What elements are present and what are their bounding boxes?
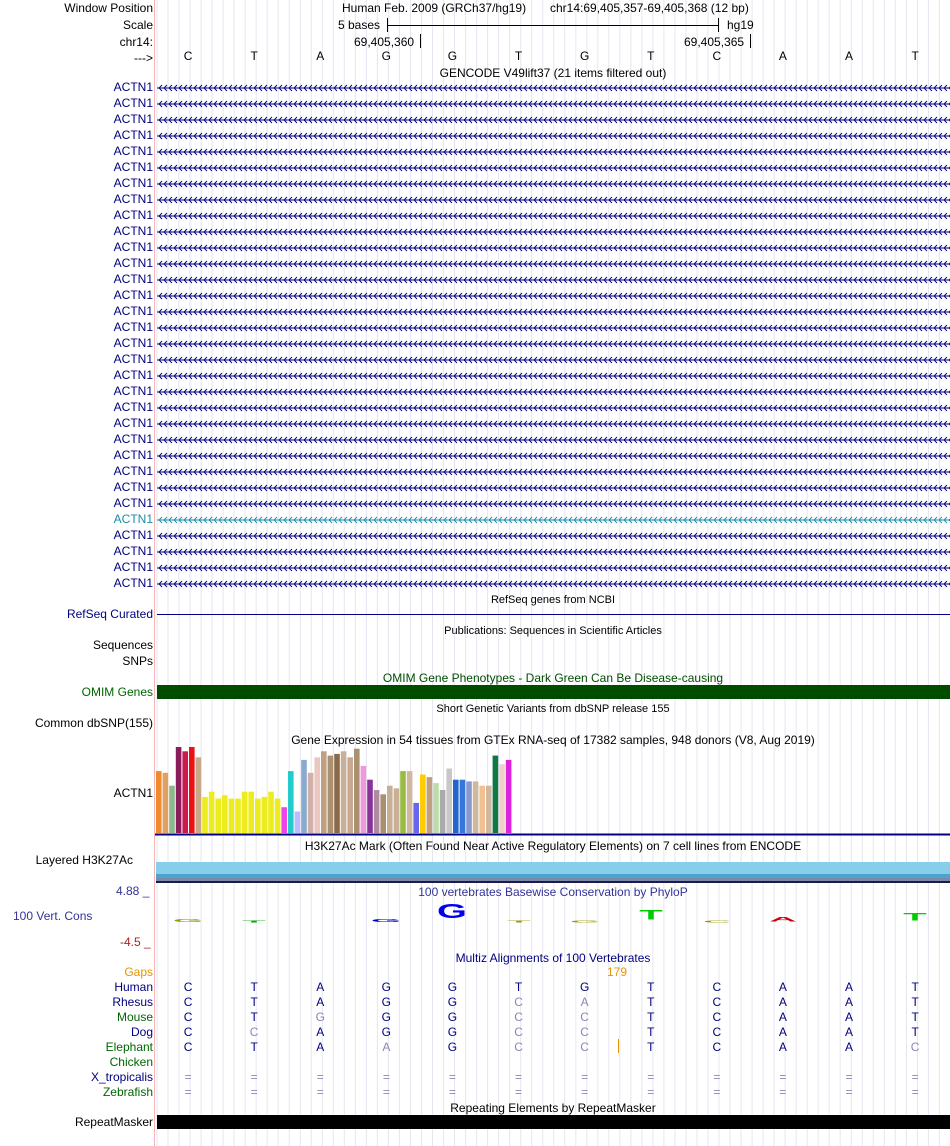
- sequence-base: T: [647, 49, 655, 63]
- aligned-base: C: [580, 1040, 589, 1054]
- gtex-tissue-bar: [248, 792, 254, 833]
- aligned-base: C: [514, 995, 523, 1009]
- aligned-base: =: [647, 1085, 655, 1099]
- gtex-tissue-bar: [328, 756, 334, 833]
- aligned-base: A: [845, 1040, 854, 1054]
- aligned-base: T: [647, 995, 655, 1009]
- aligned-base: =: [250, 1085, 258, 1099]
- gencode-transcript[interactable]: [156, 224, 950, 240]
- refseq-gene-line[interactable]: [157, 614, 950, 615]
- aligned-base: G: [447, 1025, 458, 1039]
- gtex-tissue-bar: [281, 807, 287, 833]
- scale-bar-left-tick: [387, 18, 388, 32]
- gencode-transcript-label[interactable]: ACTN1: [113, 176, 153, 190]
- gencode-transcript[interactable]: [156, 144, 950, 160]
- gencode-transcript-label[interactable]: ACTN1: [113, 160, 153, 174]
- gtex-tissue-bar: [169, 786, 175, 833]
- species-label[interactable]: Chicken: [109, 1055, 153, 1069]
- gencode-transcript-label[interactable]: ACTN1: [113, 400, 153, 414]
- gap-marker: [618, 1039, 619, 1053]
- multiz-track-title[interactable]: Multiz Alignments of 100 Vertebrates: [455, 951, 651, 965]
- sequence-base: C: [183, 49, 193, 63]
- aligned-base: =: [448, 1085, 456, 1099]
- gencode-transcript[interactable]: [156, 496, 950, 512]
- gtex-tissue-bar: [295, 812, 301, 834]
- gtex-tissue-bar: [380, 794, 386, 833]
- conservation-logo-letter: T: [639, 908, 663, 924]
- aligned-base: G: [381, 1010, 392, 1024]
- aligned-base: A: [382, 1040, 391, 1054]
- omim-gene-bar[interactable]: [157, 685, 950, 699]
- gtex-tissue-bar: [387, 786, 393, 833]
- gtex-tissue-bar: [275, 799, 281, 833]
- gtex-tissue-bar: [420, 775, 426, 834]
- aligned-base: A: [316, 1025, 325, 1039]
- sequence-base: A: [778, 49, 787, 63]
- conservation-logo-letter: G: [437, 901, 468, 923]
- gencode-transcript-label[interactable]: ACTN1: [113, 336, 153, 350]
- gencode-transcript[interactable]: [156, 336, 950, 352]
- sequence-base: T: [911, 49, 919, 63]
- gencode-transcript-label[interactable]: ACTN1: [113, 432, 153, 446]
- aligned-base: =: [911, 1085, 919, 1099]
- species-label[interactable]: Zebrafish: [102, 1085, 153, 1099]
- gtex-tissue-bar: [466, 781, 472, 833]
- sequence-base: G: [381, 49, 392, 63]
- scale-bases: 5 bases: [338, 18, 381, 32]
- aligned-base: =: [250, 1070, 258, 1084]
- gtex-label[interactable]: ACTN1: [113, 786, 153, 800]
- ruler-tick-2-mark: [750, 34, 751, 48]
- gencode-transcript[interactable]: [156, 176, 950, 192]
- gencode-transcript[interactable]: [156, 96, 950, 112]
- gtex-tissue-bar: [229, 799, 235, 833]
- aligned-base: =: [316, 1085, 324, 1099]
- aligned-base: =: [845, 1085, 853, 1099]
- gtex-tissue-bar: [308, 773, 314, 833]
- gencode-transcript[interactable]: [156, 288, 950, 304]
- aligned-base: A: [316, 995, 325, 1009]
- gtex-tissue-bar: [446, 769, 452, 834]
- gencode-transcript-label[interactable]: ACTN1: [113, 304, 153, 318]
- aligned-base: G: [447, 1010, 458, 1024]
- gtex-tissue-bar: [189, 747, 195, 833]
- gencode-transcript[interactable]: [156, 432, 950, 448]
- aligned-base: C: [249, 1025, 259, 1039]
- gencode-transcript-label[interactable]: ACTN1: [113, 80, 153, 94]
- gencode-transcript[interactable]: [156, 448, 950, 464]
- aligned-base: =: [184, 1085, 192, 1099]
- aligned-base: =: [713, 1070, 721, 1084]
- sequence-base: G: [579, 49, 590, 63]
- aligned-base: A: [778, 1040, 787, 1054]
- aligned-base: G: [447, 995, 458, 1009]
- gencode-transcript[interactable]: [156, 192, 950, 208]
- gencode-transcript-label[interactable]: ACTN1: [113, 288, 153, 302]
- gencode-transcript[interactable]: [156, 528, 950, 544]
- conservation-logo-letter: G: [569, 919, 600, 924]
- gencode-transcript-label[interactable]: ACTN1: [113, 368, 153, 382]
- gencode-transcript-label[interactable]: ACTN1: [113, 224, 153, 238]
- gtex-tissue-bar: [262, 797, 268, 833]
- aligned-base: T: [647, 1040, 655, 1054]
- aligned-base: =: [448, 1070, 456, 1084]
- aligned-base: C: [580, 1025, 589, 1039]
- aligned-base: G: [381, 980, 392, 994]
- aligned-base: A: [778, 980, 787, 994]
- h3k27ac-layer-dark: [156, 881, 950, 883]
- gtex-tissue-bar: [486, 786, 492, 833]
- gtex-tissue-bar: [341, 751, 347, 833]
- publications-label-line1[interactable]: Sequences: [92, 638, 153, 652]
- gtex-tissue-bar: [321, 751, 327, 833]
- aligned-base: C: [183, 980, 193, 994]
- aligned-base: G: [381, 1025, 392, 1039]
- gtex-tissue-bar: [506, 760, 512, 833]
- aligned-base: G: [579, 980, 590, 994]
- chrom-label: chr14:: [119, 35, 153, 49]
- aligned-base: =: [581, 1070, 589, 1084]
- gencode-transcript[interactable]: [156, 400, 950, 416]
- gtex-tissue-bar: [314, 757, 320, 833]
- conservation-label[interactable]: 100 Vert. Cons: [13, 909, 93, 923]
- gtex-tissue-bar: [413, 803, 419, 833]
- aligned-base: C: [183, 1010, 193, 1024]
- gtex-tissue-bar: [222, 795, 228, 833]
- gtex-tissue-bar: [499, 764, 505, 833]
- gtex-tissue-bar: [215, 799, 221, 833]
- aligned-base: =: [779, 1085, 787, 1099]
- sequence-base: T: [514, 49, 523, 63]
- species-label[interactable]: Mouse: [116, 1010, 153, 1024]
- gencode-transcript-label[interactable]: ACTN1: [113, 128, 153, 142]
- gtex-tissue-bar: [209, 792, 215, 833]
- scale-db: hg19: [727, 18, 754, 32]
- gtex-tissue-bar: [235, 799, 241, 833]
- ruler-tick-1: 69,405,360: [354, 35, 415, 49]
- gencode-transcript[interactable]: [156, 80, 950, 96]
- aligned-base: =: [184, 1070, 192, 1084]
- species-label[interactable]: Dog: [130, 1025, 153, 1039]
- sequence-base: G: [447, 49, 458, 63]
- conservation-logo-letter: A: [769, 916, 797, 924]
- gtex-tissue-bar: [440, 790, 446, 833]
- aligned-base: A: [316, 980, 325, 994]
- aligned-base: =: [515, 1085, 523, 1099]
- gtex-tissue-bar: [301, 760, 307, 833]
- gencode-transcript-label[interactable]: ACTN1: [113, 320, 153, 334]
- repeatmasker-bar[interactable]: [157, 1115, 950, 1129]
- publications-label-line2[interactable]: SNPs: [122, 654, 153, 668]
- gtex-tissue-bar: [202, 797, 208, 833]
- gencode-transcript[interactable]: [156, 480, 950, 496]
- gap-count: 179: [607, 965, 628, 979]
- gencode-transcript-label[interactable]: ACTN1: [113, 208, 153, 222]
- aligned-base: G: [447, 1040, 458, 1054]
- dbsnp-label[interactable]: Common dbSNP(155): [34, 716, 153, 730]
- gtex-tissue-bar: [182, 751, 188, 833]
- gtex-tissue-bar: [347, 757, 353, 833]
- gencode-transcript[interactable]: [156, 304, 950, 320]
- scale-bar: [387, 25, 718, 26]
- gtex-tissue-bar: [460, 780, 466, 833]
- gtex-tissue-bar: [163, 773, 169, 833]
- aligned-base: C: [580, 1010, 589, 1024]
- species-label[interactable]: Human: [114, 980, 153, 994]
- sequence-base: C: [712, 49, 722, 63]
- gencode-transcript-label[interactable]: ACTN1: [113, 96, 153, 110]
- aligned-base: C: [183, 995, 193, 1009]
- gencode-transcript[interactable]: [156, 576, 950, 592]
- gtex-tissue-bar: [479, 786, 485, 833]
- gtex-tissue-bar: [354, 749, 360, 833]
- gencode-transcript[interactable]: [156, 128, 950, 144]
- gtex-tissue-bar: [493, 756, 499, 833]
- gencode-transcript-label[interactable]: ACTN1: [113, 112, 153, 126]
- gencode-transcript-label[interactable]: ACTN1: [113, 512, 153, 526]
- repeatmasker-label[interactable]: RepeatMasker: [74, 1115, 153, 1129]
- window-position-label: Window Position: [64, 1, 153, 15]
- aligned-base: C: [712, 1025, 722, 1039]
- gtex-tissue-bar: [407, 771, 413, 833]
- gtex-bar-chart[interactable]: [155, 747, 950, 837]
- aligned-base: =: [779, 1070, 787, 1084]
- conservation-min: -4.5 _: [120, 935, 151, 949]
- aligned-base: T: [911, 995, 919, 1009]
- aligned-base: =: [382, 1085, 390, 1099]
- species-label[interactable]: Rhesus: [112, 995, 153, 1009]
- gtex-tissue-bar: [242, 792, 248, 833]
- gencode-transcript[interactable]: [156, 256, 950, 272]
- aligned-base: T: [647, 1010, 655, 1024]
- species-label[interactable]: Elephant: [105, 1040, 153, 1054]
- scale-bar-right-tick: [718, 18, 719, 32]
- aligned-base: A: [845, 980, 854, 994]
- aligned-base: T: [911, 1025, 919, 1039]
- conservation-track-title[interactable]: 100 vertebrates Basewise Conservation by PhyloP: [418, 885, 688, 899]
- gencode-transcript-label[interactable]: ACTN1: [113, 560, 153, 574]
- gtex-tissue-bar: [400, 771, 406, 833]
- aligned-base: =: [316, 1070, 324, 1084]
- gencode-transcript[interactable]: [156, 112, 950, 128]
- aligned-base: C: [514, 1010, 523, 1024]
- gtex-tissue-bar: [361, 766, 367, 833]
- h3k27ac-track-title[interactable]: H3K27Ac Mark (Often Found Near Active Regulatory Elements) on 7 cell lines from ENCODE: [304, 839, 802, 853]
- gtex-tissue-bar: [433, 783, 439, 833]
- aligned-base: C: [183, 1025, 193, 1039]
- gaps-label: Gaps: [124, 965, 153, 979]
- aligned-base: T: [647, 1025, 655, 1039]
- aligned-base: =: [713, 1085, 721, 1099]
- refseq-label[interactable]: RefSeq Curated: [66, 607, 153, 621]
- aligned-base: T: [911, 980, 919, 994]
- aligned-base: A: [778, 1025, 787, 1039]
- gencode-track-title[interactable]: GENCODE V49lift37 (21 items filtered out): [439, 66, 667, 80]
- aligned-base: G: [447, 980, 458, 994]
- conservation-max: 4.88 _: [116, 884, 150, 898]
- aligned-base: T: [250, 995, 258, 1009]
- species-label[interactable]: X_tropicalis: [90, 1070, 153, 1084]
- conservation-logo-letter: G: [371, 917, 402, 924]
- h3k27ac-label[interactable]: Layered H3K27Ac: [35, 853, 133, 867]
- gencode-transcript-label[interactable]: ACTN1: [113, 544, 153, 558]
- aligned-base: A: [778, 1010, 787, 1024]
- gencode-transcript[interactable]: [156, 352, 950, 368]
- gencode-transcript-label[interactable]: ACTN1: [113, 240, 153, 254]
- gencode-transcript[interactable]: [156, 512, 950, 528]
- conservation-logo-letter: C: [702, 919, 731, 924]
- gencode-transcript[interactable]: [156, 384, 950, 400]
- gtex-tissue-bar: [394, 788, 400, 833]
- aligned-base: T: [647, 980, 655, 994]
- gtex-tissue-bar: [334, 754, 340, 833]
- aligned-base: C: [712, 1010, 722, 1024]
- aligned-base: C: [514, 1025, 523, 1039]
- gtex-tissue-bar: [288, 771, 294, 833]
- gencode-transcript[interactable]: [156, 368, 950, 384]
- gencode-transcript-label[interactable]: ACTN1: [113, 480, 153, 494]
- aligned-base: G: [381, 995, 392, 1009]
- gencode-transcript-label[interactable]: ACTN1: [113, 528, 153, 542]
- repeatmasker-track-title[interactable]: Repeating Elements by RepeatMasker: [450, 1101, 656, 1115]
- aligned-base: A: [778, 995, 787, 1009]
- gtex-tissue-bar: [268, 792, 274, 833]
- ruler-tick-2: 69,405,365: [684, 35, 745, 49]
- conservation-logo-letter: G: [173, 917, 203, 924]
- strand-label: --->: [134, 51, 153, 65]
- conservation-logo-letter: T: [242, 919, 266, 924]
- gencode-transcript-label[interactable]: ACTN1: [113, 352, 153, 366]
- aligned-base: C: [183, 1040, 193, 1054]
- omim-track-title[interactable]: OMIM Gene Phenotypes - Dark Green Can Be Disease-causing: [382, 671, 724, 685]
- aligned-base: C: [514, 1040, 523, 1054]
- aligned-base: G: [315, 1010, 325, 1024]
- refseq-track-title[interactable]: RefSeq genes from NCBI: [490, 594, 616, 606]
- aligned-base: =: [845, 1070, 853, 1084]
- aligned-base: C: [712, 995, 722, 1009]
- aligned-base: A: [580, 995, 589, 1009]
- gencode-transcript[interactable]: [156, 208, 950, 224]
- gencode-transcript-label[interactable]: ACTN1: [113, 192, 153, 206]
- ruler-tick-1-mark: [420, 34, 421, 48]
- gtex-tissue-bar: [156, 771, 162, 833]
- h3k27ac-layer-light: [156, 862, 950, 874]
- omim-label[interactable]: OMIM Genes: [81, 685, 153, 699]
- gencode-transcript-label[interactable]: ACTN1: [113, 576, 153, 590]
- gencode-transcript-label[interactable]: ACTN1: [113, 448, 153, 462]
- gtex-tissue-bar: [255, 799, 261, 833]
- gtex-tissue-bar: [367, 780, 373, 833]
- gtex-track-title[interactable]: Gene Expression in 54 tissues from GTEx RNA-seq of 17382 samples, 948 donors (V8, Aug 2019): [291, 733, 815, 747]
- gtex-tissue-bar: [196, 757, 202, 833]
- gencode-transcript[interactable]: [156, 560, 950, 576]
- aligned-base: T: [911, 1010, 919, 1024]
- aligned-base: A: [845, 1010, 854, 1024]
- aligned-base: =: [382, 1070, 390, 1084]
- h3k27ac-signal[interactable]: [156, 862, 950, 883]
- gtex-tissue-bar: [427, 777, 433, 833]
- gtex-tissue-bar: [374, 790, 380, 833]
- conservation-logo-letter: T: [506, 919, 531, 924]
- aligned-base: =: [911, 1070, 919, 1084]
- sequence-base: T: [250, 49, 258, 63]
- gtex-tissue-bar: [453, 780, 459, 833]
- assembly-title: Human Feb. 2009 (GRCh37/hg19): [342, 1, 527, 15]
- gencode-transcript-label[interactable]: ACTN1: [113, 416, 153, 430]
- aligned-base: A: [845, 1025, 854, 1039]
- gencode-transcript[interactable]: [156, 240, 950, 256]
- label-divider: [154, 0, 155, 1146]
- sequence-base: A: [845, 49, 854, 63]
- gencode-transcript-label[interactable]: ACTN1: [113, 256, 153, 270]
- gencode-transcript[interactable]: [156, 320, 950, 336]
- aligned-base: T: [514, 980, 523, 994]
- publications-track-title[interactable]: Publications: Sequences in Scientific Articles: [444, 625, 662, 637]
- aligned-base: A: [316, 1040, 325, 1054]
- aligned-base: =: [581, 1085, 589, 1099]
- gencode-transcript-label[interactable]: ACTN1: [113, 384, 153, 398]
- aligned-base: T: [250, 1010, 258, 1024]
- aligned-base: =: [515, 1070, 523, 1084]
- gencode-transcript-label[interactable]: ACTN1: [113, 464, 153, 478]
- gencode-transcript[interactable]: [156, 160, 950, 176]
- gencode-transcript-label[interactable]: ACTN1: [113, 144, 153, 158]
- gencode-transcript[interactable]: [156, 464, 950, 480]
- sequence-base: A: [316, 49, 325, 63]
- position-text[interactable]: chr14:69,405,357-69,405,368 (12 bp): [550, 1, 749, 15]
- dbsnp-track-title[interactable]: Short Genetic Variants from dbSNP release 155: [436, 703, 670, 715]
- aligned-base: C: [712, 980, 722, 994]
- gtex-tissue-bar: [473, 781, 479, 833]
- aligned-base: T: [250, 980, 258, 994]
- scale-label: Scale: [122, 18, 153, 32]
- aligned-base: C: [712, 1040, 722, 1054]
- gencode-transcript-label[interactable]: ACTN1: [113, 272, 153, 286]
- gencode-transcript[interactable]: [156, 544, 950, 560]
- conservation-logo-letter: T: [903, 911, 927, 924]
- aligned-base: T: [250, 1040, 258, 1054]
- aligned-base: A: [845, 995, 854, 1009]
- aligned-base: C: [910, 1040, 920, 1054]
- gencode-transcript[interactable]: [156, 416, 950, 432]
- gencode-transcript-label[interactable]: ACTN1: [113, 496, 153, 510]
- aligned-base: =: [647, 1070, 655, 1084]
- gtex-tissue-bar: [176, 747, 182, 833]
- gencode-transcript[interactable]: [156, 272, 950, 288]
